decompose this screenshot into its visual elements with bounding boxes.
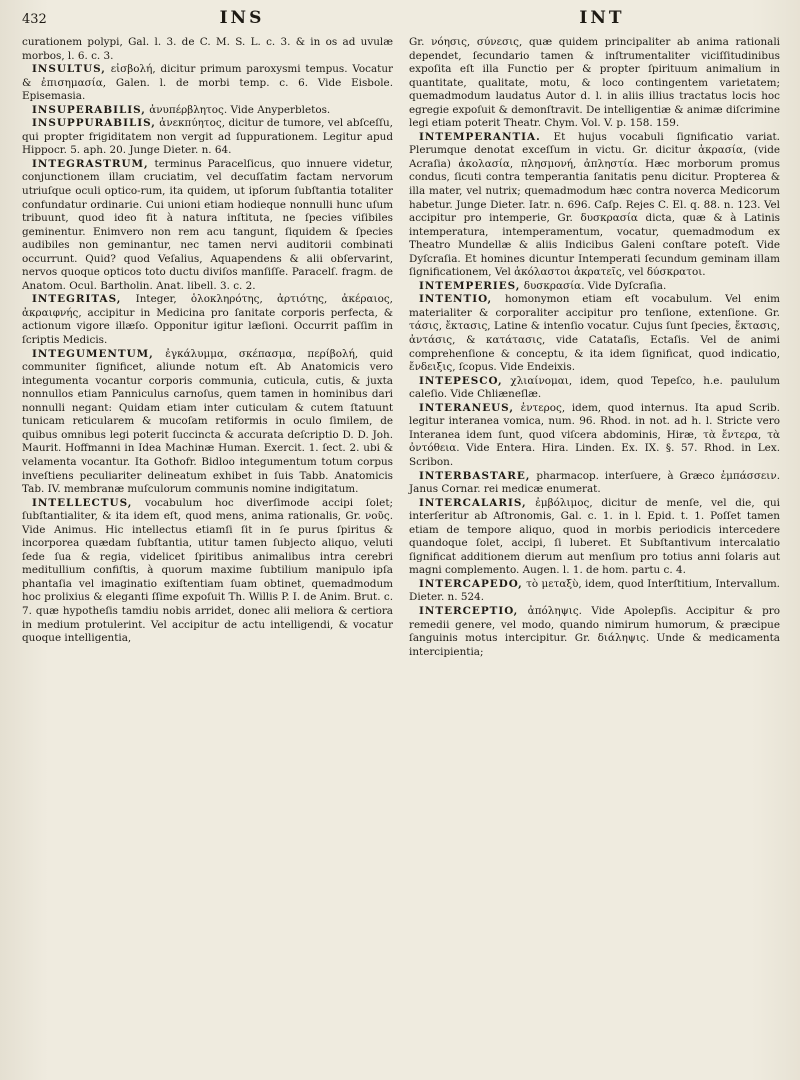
entry-headword: INTENTIO, — [419, 293, 493, 306]
dictionary-entry — [409, 470, 780, 497]
dictionary-entry — [409, 578, 780, 605]
continued-text — [22, 36, 393, 63]
entry-text: ἐντερος, idem, quod internus. Ita apud Scrib. legitur interanea vomica, num. 96. Rhod. in not. ad h. l. Stricte vero Interanea idem ſunt, quod viſcera abdominis, Hiræ, τὰ ἔντερα, τὰ ὀντόθεια. Vide Entera. Hira. Linden. Ex. IX. §. 57. Rhod. in Lex. Scribon. — [409, 401, 780, 468]
dictionary-entry — [409, 605, 780, 659]
entry-text: ἀνυπέρβλητος. Vide Anyperbletos. — [145, 103, 331, 116]
entry-headword: INTEGRITAS, — [32, 293, 122, 306]
entry-headword: INTEGRASTRUM, — [32, 157, 149, 170]
entry-headword: INTERCALARIS, — [419, 496, 527, 509]
dictionary-entry — [22, 117, 393, 158]
dictionary-entry — [22, 293, 393, 347]
entry-headword: INTEMPERANTIA. — [419, 130, 541, 143]
entry-text: χλιαίνομαι, idem, quod Tepeſco, h.e. paululum caleſio. Vide Chliæneſlæ. — [409, 374, 780, 401]
entry-text: τὸ μεταξὺ, idem, quod Interſtitium, Intervallum. Dieter. n. 524. — [409, 577, 780, 604]
entry-text: Gr. νόησις, σύνεσις, quæ quidem principaliter ab anima rationali dependet, ſecundario tamen & inſtrumentaliter viciſſitudinibus expoſita eſt illa Functio per & propter ſpirituum animalium in quantitate, qualitate, motu, & loco contingentem varietatem; quemadmodum laudatus Autor d. l. in aliis illius tractatus locis hoc egregie expoſuit & demonſtravit. De intelligentiæ & animæ diſcrimine legi etiam poterit Theatr. Chym. Vol. V. p. 158. 159. — [409, 36, 780, 130]
left-column — [22, 36, 393, 659]
dictionary-entry — [409, 497, 780, 578]
dictionary-entry — [22, 497, 393, 646]
text-columns — [22, 36, 782, 659]
entry-headword: INTEMPERIES, — [419, 279, 521, 292]
dictionary-entry — [409, 131, 780, 280]
entry-text: vocabulum hoc diverſimode accipi ſolet; ſubſtantialiter, & ita idem eſt, quod mens, anima rationalis, Gr. νοῦς. Vide Animus. Hic intellectus etiamſi ſit in ſe purus ſpiritus & incorporea quædam ſubſtantia, utitur tamen ſubjecto aliquo, veluti ſede ſua & regia, videlicet ſpiritibus animalibus intra cerebri meditullium confiſtis, à quorum maxime ſubtilium manipulo ipſa phantaſia vel imaginatio exiſtentiam ſuam obtinet, quemadmodum hoc prolixius & eleganti ſſime expoſuit Th. Willis P. I. de Anim. Brut. c. 7. quæ hypotheſis tamdiu nobis arridet, donec alii meliora & certiora in medium protulerint. Vel accipitur de actu intelligendi, & vocatur quoque intelligentia, — [22, 496, 393, 645]
entry-headword: INSUPPURABILIS, — [32, 117, 156, 130]
entry-text: terminus Paracelſicus, quo innuere videtur, conjunctionem illam cruciatim, vel decuſſatim factam nervorum utriuſque oculi optico-rum, ita quidem, ut ipſorum ſubſtantia totaliter confundatur ordinarie. Cui unioni etiam hodieque nonnulli hunc uſum tribuunt, quod ideo fit à natura inſtituta, ne ſpecies viſibiles geminentur. Enimvero non rem acu tangunt, ſiquidem & ſpecies audibiles non geminantur, nec tamen nervi auditorii combinati occurrunt. Quid? quod Veſalius, Aquapendens & alii obſervarint, nervos quoque opticos toto ductu diviſos manſiſſe. Paracelſ. fragm. de Anatom. Ocul. Bartholin. Anat. libell. 3. c. 2. — [22, 157, 393, 292]
dictionary-entry — [22, 104, 393, 118]
entry-text: ἐμβόλιμος, dicitur de menſe, vel die, qui interſeritur ab Aſtronomis, Gal. c. 1. in l. Epid. t. 1. Poſſet tamen etiam de tempore aliquo, quod in morbis periodicis intercedere quandoque ſolet, accipi, ſi luberet. Et Subſtantivum intercalatio ſignificat additionem dierum aut menſium pro totius anni ſolaris aut magni complemento. Augen. l. 1. de hom. partu c. 4. — [409, 496, 780, 577]
dictionary-entry — [409, 280, 780, 294]
entry-headword: INTEPESCO, — [419, 374, 503, 387]
entry-text: Integer, ὁλοκληρότης, ἀρτιότης, ἀκέραιος, ἀκραιφνής, accipitur in Medicina pro ſanitate corporis perfecta, & actionum vigore illæſo. Opponitur igitur læſioni. Occurrit paſſim in ſcriptis Medicis. — [22, 293, 393, 347]
entry-headword: INTERCAPEDO, — [419, 577, 523, 590]
entry-text: pharmacop. interſuere, à Græco ἐμπάσσειν. Janus Cornar. rei medicæ enumerat. — [409, 469, 780, 496]
dictionary-entry — [409, 293, 780, 374]
page-number: 432 — [22, 12, 47, 27]
dictionary-entry — [409, 375, 780, 402]
dictionary-entry — [22, 348, 393, 497]
entry-text: δυσκρασία. Vide Dyſcraſia. — [520, 279, 667, 292]
running-head-left: INS — [219, 8, 265, 28]
entry-headword: INSUPERABILIS, — [32, 103, 146, 116]
entry-text: homonymon etiam eſt vocabulum. Vel enim materialiter & corporaliter accipitur pro tenſione, extenſione. Gr. τάσις, ἔκτασις, Latine & intenſio vocatur. Cujus ſunt ſpecies, ἔκτασις, ἀντάσις, & κατάτασις, vide Catataſis, Ectaſis. Vel de animi comprehenſione & conceptu, & ita idem ſignificat, quod indicatio, ἔνδειξις, ſcopus. Vide Endeixis. — [409, 293, 780, 374]
dictionary-entry — [409, 402, 780, 470]
entry-headword: INSULTUS, — [32, 63, 106, 76]
continued-text — [409, 36, 780, 131]
entry-text: ἐγκάλυμμα, σκέπασμα, περίβολή, quid communiter ſignificet, aliunde notum eſt. Ab Anatomicis vero integumenta vocantur corporis communia, cuticula, cutis, & juxta nonnullos etiam Panniculus carnoſus, quem tamen in hominibus dari nonnulli negant: Quidam etiam inter cuticulam & cutem ſtatuunt tunicam reticularem & mucoſam retiformis in oculo ſimilem, de quibus omnibus legi poterit ſuccincta & accurata deſcriptio D. D. Joh. Maurit. Hoffmanni in Idea Machinæ Human. Exercit. 1. ſect. 2. ubi & velamenta vocantur. Ita Gothofr. Bidloo integumentum totum corpus inveſtiens peculiariter delineatum exhibet in ſuis Tabb. Anatomicis Tab. IV. membranæ muſculorum communis nomine indigitatum. — [22, 347, 393, 496]
entry-headword: INTERANEUS, — [419, 401, 514, 414]
entry-headword: INTEGUMENTUM, — [32, 347, 154, 360]
running-head-right: INT — [579, 8, 625, 28]
entry-text: ἀπόληψις. Vide Apolepſis. Accipitur & pro remedii genere, vel modo, quando nimirum humorum, & præcipue ſanguinis motus intercipitur. Gr. διάληψις. Unde & medicamenta intercipientia; — [409, 604, 780, 658]
right-column — [409, 36, 780, 659]
dictionary-entry — [22, 63, 393, 104]
entry-text: ἀνεκπύητος, dicitur de tumore, vel abſceſſu, qui propter frigiditatem non vergit ad ſuppurationem. Legitur apud Hippocr. 5. aph. 20. Junge Dieter. n. 64. — [22, 117, 393, 157]
entry-text: curationem polypi, Gal. l. 3. de C. M. S. L. c. 3. & in os ad uvulæ morbos, l. 6. c. 3. — [22, 36, 393, 62]
entry-text: εἰσβολή, dicitur primum paroxysmi tempus. Vocatur & ἐπισημασία, Galen. l. de morbi temp. c. 6. Vide Eisbole. Episemasia. — [22, 63, 393, 103]
entry-headword: INTELLECTUS, — [32, 496, 133, 509]
running-head — [22, 8, 782, 34]
entry-headword: INTERCEPTIO, — [419, 604, 519, 617]
dictionary-entry — [22, 158, 393, 293]
entry-text: Et hujus vocabuli ſignificatio variat. Plerumque denotat exceſſum in victu. Gr. dicitur ἀκρασία, (vide Acraſia) ἀκολασία, πλησμονή, ἀπληστία. Hæc morborum promus condus, ſicuti contra temperantia ſanitatis penu dicitur. Propterea & illa mater, vel nutrix; quemadmodum hæc contra noverca Medicorum habetur. Junge Dieter. Iatr. n. 696. Caſp. Rejes C. El. q. 88. n. 123. Vel accipitur pro intemperie, Gr. δυσκρασία dicta, quæ & à Latinis intemperatura, intemperamentum, vocatur, quemadmodum ex Theatro Mundellæ & aliis Indicibus Galeni conſtare poteſt. Vide Dyſcraſia. Et homines dicuntur Intemperati ſecundum geminam illam ſignificationem, Vel ἀκόλαστοι ἀκρατεῖς, vel δύσκρατοι. — [409, 130, 780, 279]
entry-headword: INTERBASTARE, — [419, 469, 531, 482]
